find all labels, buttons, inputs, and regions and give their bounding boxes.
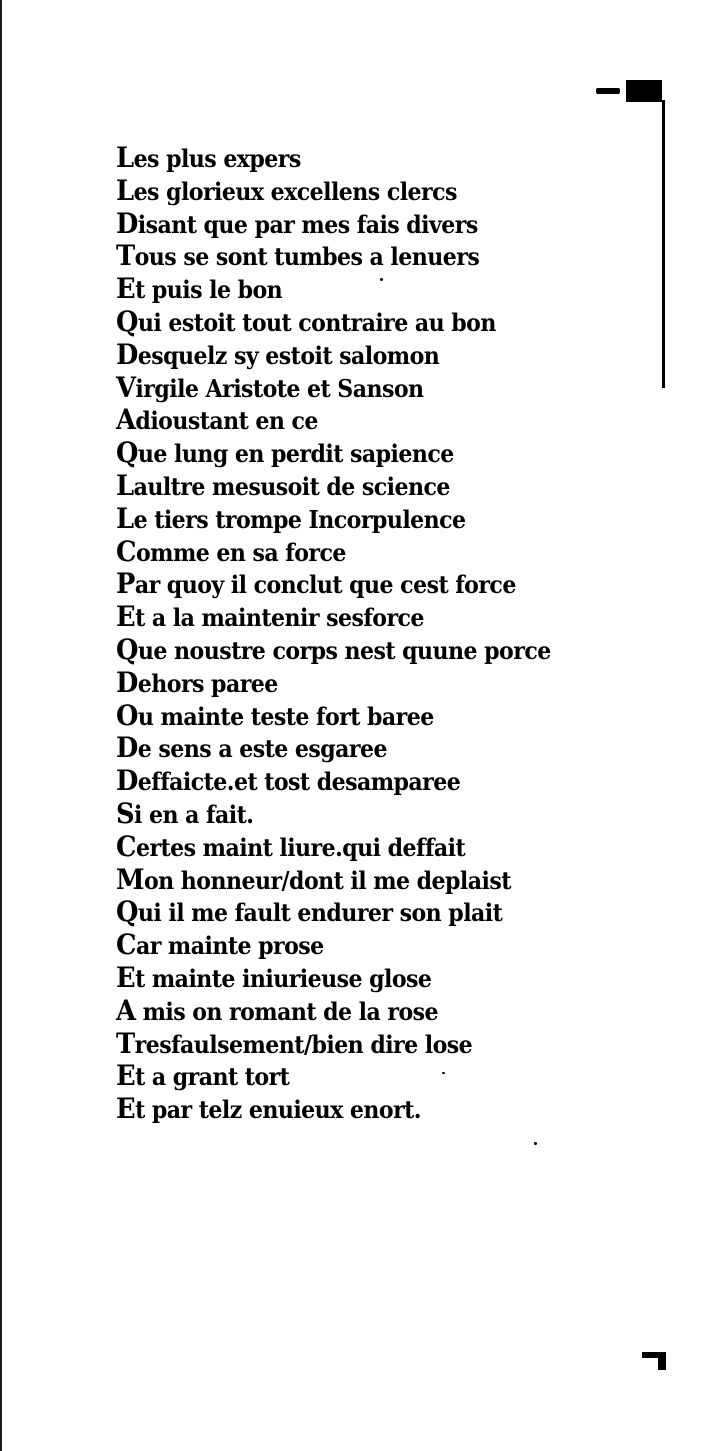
verse-line: Virgile Aristote et Sanson xyxy=(116,370,424,404)
corner-mark-stem xyxy=(658,1352,666,1370)
ink-speck xyxy=(442,1072,445,1074)
verse-line: Qui il me fault endurer son plait xyxy=(116,895,503,929)
ink-speck xyxy=(534,1142,537,1145)
verse-line: Par quoy il conclut que cest force xyxy=(116,567,516,601)
corner-mark-block xyxy=(626,80,662,102)
verse-line: Dehors paree xyxy=(116,665,278,699)
verse-line: Que lung en perdit sapience xyxy=(116,436,454,470)
verse-line: Et a grant tort xyxy=(116,1059,290,1093)
page-left-edge xyxy=(0,0,2,1451)
verse-line: A mis on romant de la rose xyxy=(116,993,439,1027)
verse-line: Qui estoit tout contraire au bon xyxy=(116,304,496,338)
verse-line: Que noustre corps nest quune porce xyxy=(116,632,551,666)
ink-speck xyxy=(380,278,383,281)
verse-line: Deffaicte.et tost desamparee xyxy=(116,764,461,798)
verse-line: Laultre mesusoit de science xyxy=(116,468,450,502)
verse-line: Car mainte prose xyxy=(116,928,324,962)
verse-line: Tresfaulsement/bien dire lose xyxy=(116,1026,473,1060)
verse-line: Desquelz sy estoit salomon xyxy=(116,337,440,371)
right-margin-rule xyxy=(662,100,665,388)
verse-line: Adioustant en ce xyxy=(116,403,318,437)
verse-line: Tous se sont tumbes a lenuers xyxy=(116,239,480,273)
poem-text xyxy=(116,142,558,1126)
corner-mark-dash xyxy=(596,88,620,94)
verse-line: Disant que par mes fais divers xyxy=(116,206,478,240)
verse-line: Mon honneur/dont il me deplaist xyxy=(116,862,511,896)
verse-line: Comme en sa force xyxy=(116,534,346,568)
verse-line: Et a la maintenir sesforce xyxy=(116,600,424,634)
verse-line: Le tiers trompe Incorpulence xyxy=(116,501,466,535)
verse-line: Si en a fait. xyxy=(116,796,254,830)
verse-line: Les plus expers xyxy=(116,141,301,174)
verse-line: Ou mainte teste fort baree xyxy=(116,698,434,732)
verse-line: Et par telz enuieux enort. xyxy=(116,1092,421,1126)
top-corner-mark xyxy=(596,80,666,102)
bottom-corner-mark xyxy=(642,1352,666,1370)
verse-line: Certes maint liure.qui deffait xyxy=(116,829,466,863)
verse-line: Les glorieux excellens clercs xyxy=(116,173,457,207)
verse-line: Et puis le bon xyxy=(116,272,283,306)
verse-line: De sens a este esgaree xyxy=(116,731,387,765)
verse-line: Et mainte iniurieuse glose xyxy=(116,960,432,994)
